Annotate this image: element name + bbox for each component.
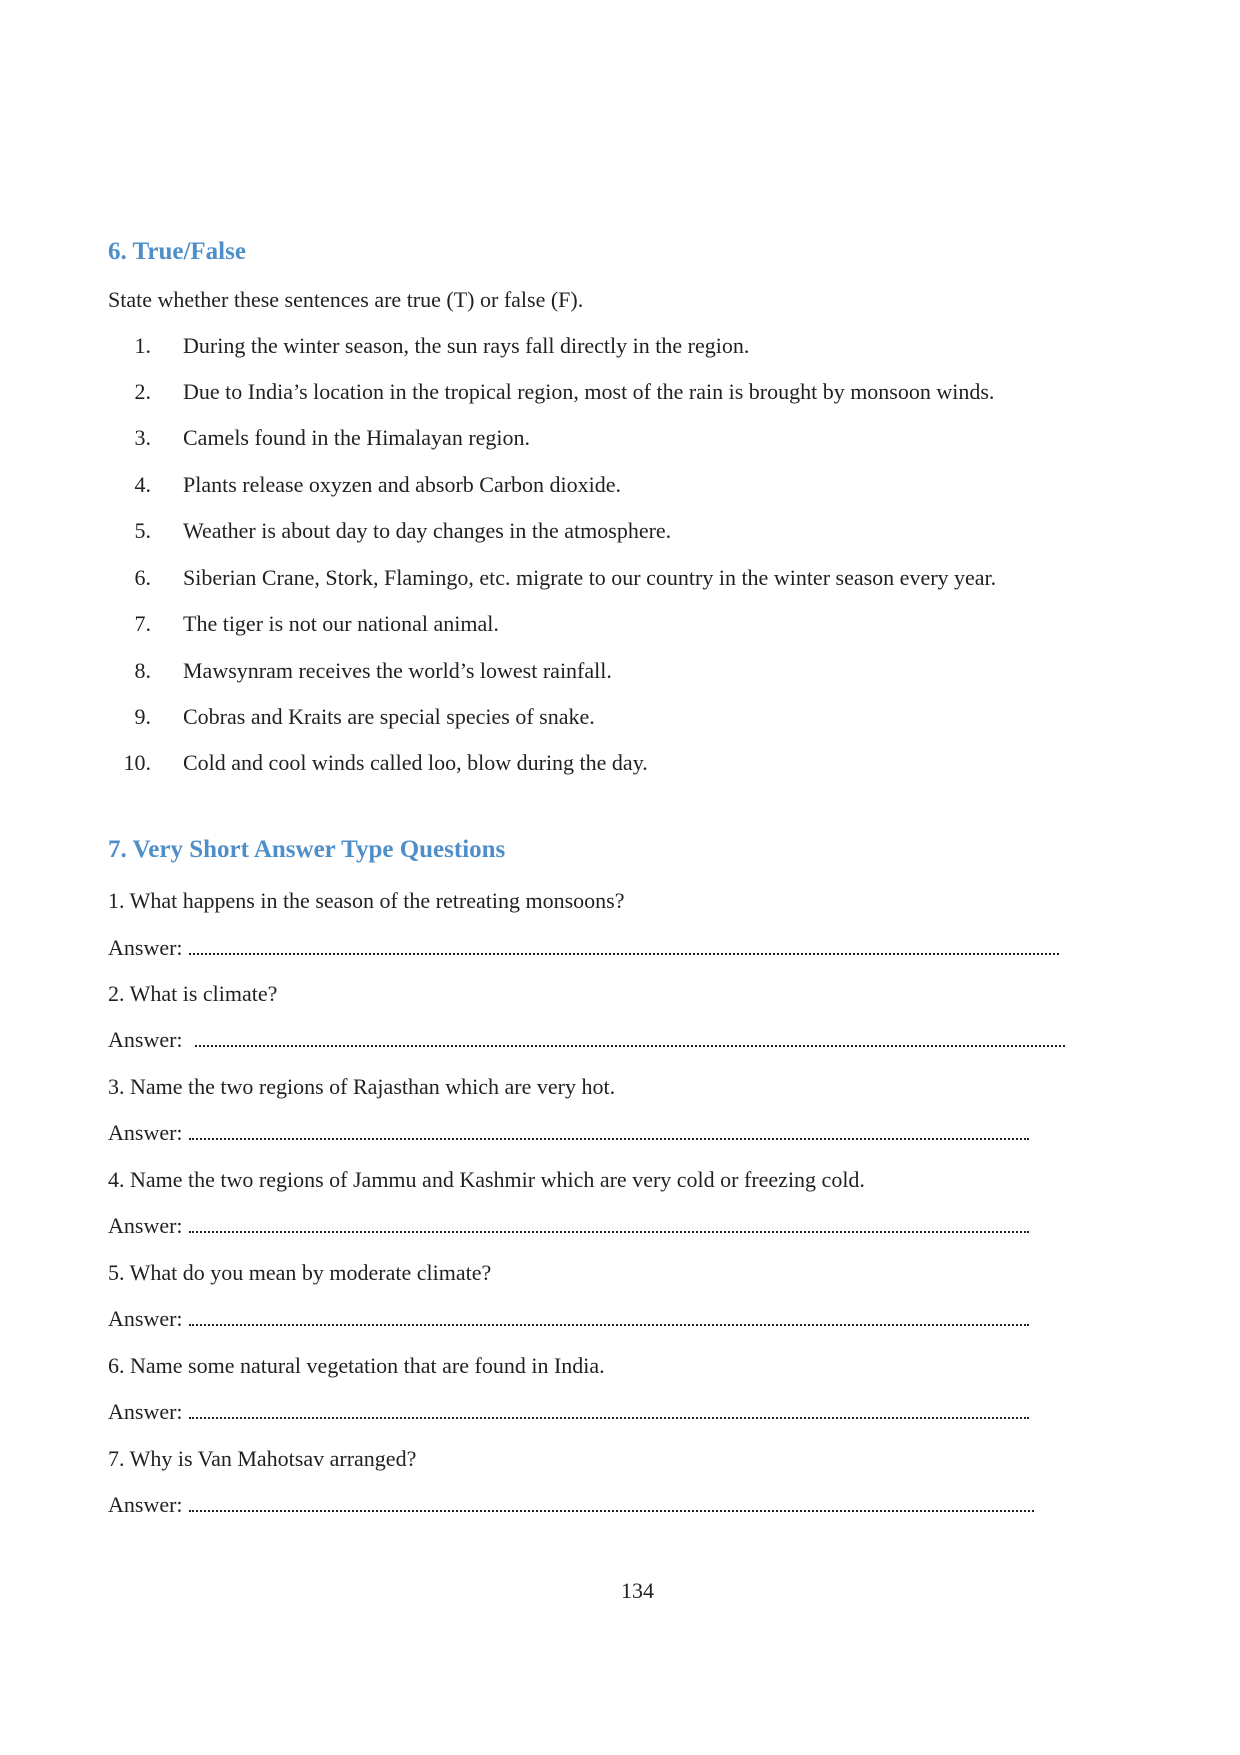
tf-item-text: The tiger is not our national animal.	[183, 611, 499, 636]
tf-item-number: 8.	[134, 658, 151, 683]
tf-item-text: During the winter season, the sun rays fall directly in the region.	[183, 333, 750, 358]
answer-line[interactable]	[108, 1492, 1034, 1518]
answer-line[interactable]	[108, 1120, 1029, 1146]
tf-item-text: Cobras and Kraits are special species of snake.	[183, 704, 595, 729]
answer-line[interactable]	[108, 1213, 1029, 1239]
question-text: 7. Why is Van Mahotsav arranged?	[108, 1446, 417, 1471]
answer-label: Answer:	[108, 1399, 183, 1424]
question-text: 1. What happens in the season of the retreating monsoons?	[108, 888, 625, 913]
tf-item-number: 4.	[134, 472, 151, 497]
section-instruction: State whether these sentences are true (T) or false (F).	[108, 287, 584, 312]
tf-item-number: 1.	[134, 333, 151, 358]
tf-item-text: Weather is about day to day changes in the atmosphere.	[183, 518, 672, 543]
answer-label: Answer:	[108, 1027, 183, 1052]
answer-dotted-line[interactable]	[189, 1213, 1029, 1233]
tf-item-number: 7.	[134, 611, 151, 636]
tf-item-number: 10.	[123, 750, 151, 775]
answer-label: Answer:	[108, 1120, 183, 1145]
answer-label: Answer:	[108, 1213, 183, 1238]
answer-line[interactable]	[108, 1027, 1065, 1053]
answer-label: Answer:	[108, 1306, 183, 1331]
question-text: 6. Name some natural vegetation that are found in India.	[108, 1353, 605, 1378]
section-heading-true-false: 6. True/False	[108, 238, 246, 265]
tf-item-text: Camels found in the Himalayan region.	[183, 425, 531, 450]
answer-dotted-line[interactable]	[189, 1399, 1029, 1419]
tf-item-number: 9.	[134, 704, 151, 729]
answer-line[interactable]	[108, 1306, 1029, 1332]
page-number: 134	[621, 1578, 654, 1603]
answer-dotted-line[interactable]	[195, 1027, 1065, 1047]
tf-item-text: Cold and cool winds called loo, blow during the day.	[183, 750, 648, 775]
question-text: 5. What do you mean by moderate climate?	[108, 1260, 492, 1285]
answer-dotted-line[interactable]	[189, 935, 1059, 955]
tf-item-number: 2.	[134, 379, 151, 404]
tf-item-text: Plants release oxyzen and absorb Carbon dioxide.	[183, 472, 622, 497]
answer-dotted-line[interactable]	[189, 1120, 1029, 1140]
tf-item-number: 6.	[134, 565, 151, 590]
question-text: 2. What is climate?	[108, 981, 278, 1006]
question-text: 4. Name the two regions of Jammu and Kashmir which are very cold or freezing cold.	[108, 1167, 865, 1192]
answer-line[interactable]	[108, 1399, 1029, 1425]
answer-label: Answer:	[108, 935, 183, 960]
tf-item-text: Due to India’s location in the tropical region, most of the rain is brought by monsoon winds.	[183, 379, 995, 404]
tf-item-text: Mawsynram receives the world’s lowest rainfall.	[183, 658, 612, 683]
tf-item-text: Siberian Crane, Stork, Flamingo, etc. migrate to our country in the winter season every year.	[183, 565, 997, 590]
answer-dotted-line[interactable]	[189, 1306, 1029, 1326]
question-text: 3. Name the two regions of Rajasthan which are very hot.	[108, 1074, 616, 1099]
answer-label: Answer:	[108, 1492, 183, 1517]
tf-item-number: 3.	[134, 425, 151, 450]
answer-dotted-line[interactable]	[189, 1492, 1034, 1512]
tf-item-number: 5.	[134, 518, 151, 543]
section-heading-very-short-answer: 7. Very Short Answer Type Questions	[108, 836, 506, 863]
answer-line[interactable]	[108, 935, 1059, 961]
